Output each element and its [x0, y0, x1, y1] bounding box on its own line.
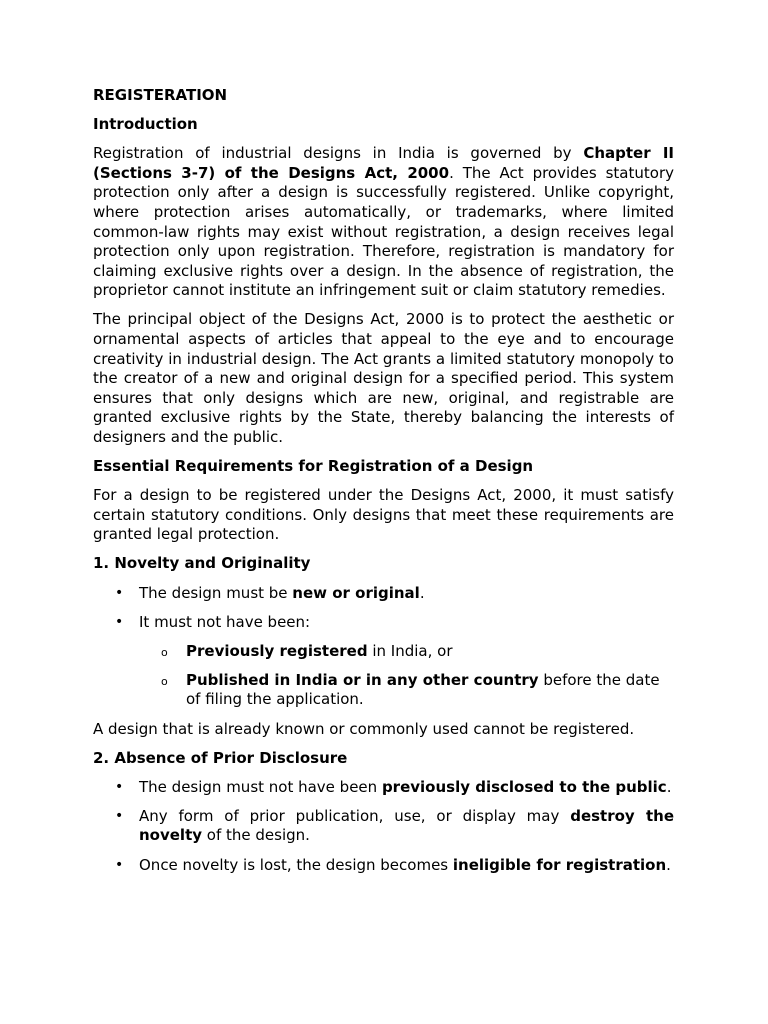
- novelty-s2-emphasis: Published in India or in any other country: [186, 670, 539, 689]
- disclosure-b2-text-a: Any form of prior publication, use, or display may: [139, 806, 571, 825]
- novelty-sub-item-2: [139, 671, 674, 710]
- novelty-bullet-2: [93, 613, 674, 710]
- document-title: REGISTERATION: [93, 86, 228, 104]
- section-heading-introduction: Introduction: [93, 115, 198, 134]
- disclosure-b1-text-a: The design must not have been: [139, 777, 382, 796]
- novelty-sub-list: [139, 642, 674, 710]
- disclosure-b3-text-c: .: [666, 855, 671, 874]
- novelty-b1-text-a: The design must be: [139, 583, 293, 602]
- disclosure-b3-emphasis: ineligible for registration: [452, 855, 667, 874]
- section-heading-novelty: 1. Novelty and Originality: [93, 554, 311, 573]
- novelty-closing-paragraph: A design that is already known or commonly used cannot be registered.: [93, 719, 635, 738]
- disclosure-bullet-2: [93, 807, 674, 846]
- novelty-bullet-1: [93, 584, 674, 604]
- section-heading-requirements: Essential Requirements for Registration of a Design: [93, 457, 534, 476]
- disclosure-bullet-list: [93, 778, 674, 875]
- intro-paragraph-1: [93, 144, 674, 301]
- disclosure-b3-text-a: Once novelty is lost, the design becomes: [139, 855, 453, 874]
- intro-p1-text-c: . The Act provides statutory protection only after a design is successfully registered. Unlike copyright, where protection arises automatically, or trademarks, where limited common-law rights may exist without registration, a design receives legal protection only upon registration. Therefore, registration is mandatory for claiming exclusive rights over a design. In the absence of registration, the proprietor cannot institute an infringement suit or claim statutory remedies.: [93, 163, 674, 300]
- disclosure-b1-text-c: .: [666, 777, 672, 796]
- disclosure-bullet-1: [93, 778, 674, 798]
- intro-paragraph-2: The principal object of the Designs Act, 2000 is to protect the aesthetic or ornamental aspects of articles that appeal to the eye and to encourage creativity in industrial design. The Act grants a limited statutory monopoly to the creator of a new and original design for a specified period. This system ensures that only designs which are new, original, and registrable are granted exclusive rights by the State, thereby balancing the interests of designers and the public.: [93, 310, 674, 446]
- novelty-s1-text: in India, or: [367, 641, 453, 660]
- disclosure-b2-text-c: of the design.: [202, 826, 310, 845]
- intro-p1-text-a: Registration of industrial designs in India is governed by: [93, 144, 584, 163]
- novelty-s1-emphasis: Previously registered: [186, 641, 368, 660]
- requirements-paragraph: For a design to be registered under the Designs Act, 2000, it must satisfy certain statutory conditions. Only designs that meet these requirements are granted legal protection.: [93, 486, 674, 544]
- novelty-b1-emphasis: new or original: [292, 583, 420, 602]
- novelty-b2-text: It must not have been:: [139, 612, 311, 631]
- intro-p1-emphasis: Chapter II (Sections 3-7) of the Designs Act, 2000: [93, 144, 674, 182]
- novelty-sub-item-1: [139, 642, 674, 662]
- novelty-b1-text-c: .: [419, 583, 425, 602]
- novelty-bullet-list: [93, 584, 674, 710]
- disclosure-bullet-3: [93, 856, 674, 876]
- section-heading-prior-disclosure: 2. Absence of Prior Disclosure: [93, 748, 348, 767]
- novelty-s2-text: before the date of filing the application.: [186, 670, 660, 709]
- disclosure-b2-emphasis: destroy the novelty: [139, 806, 675, 845]
- disclosure-b1-emphasis: previously disclosed to the public: [381, 777, 667, 796]
